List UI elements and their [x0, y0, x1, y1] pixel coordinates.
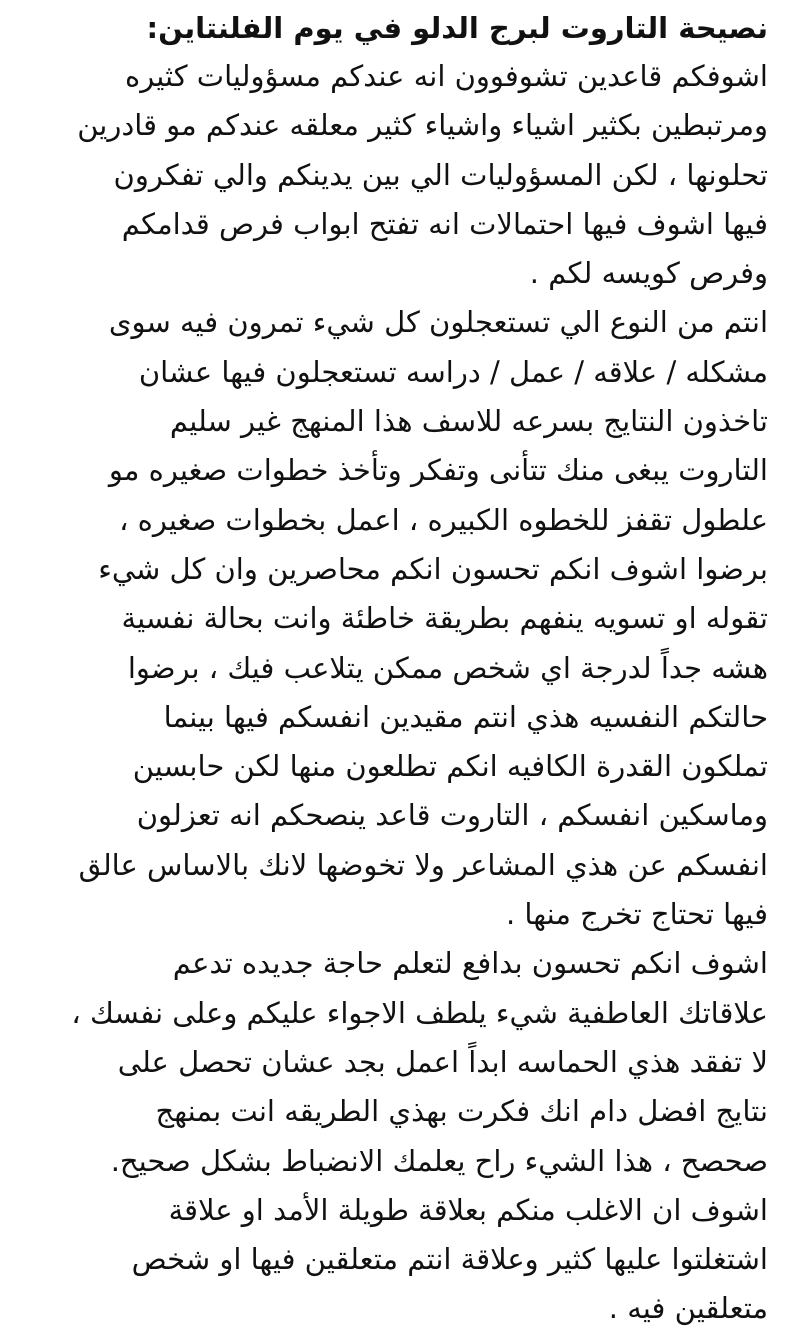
text-line: فيها تحتاج تخرج منها .: [505, 897, 768, 932]
text-line: تحلونها ، لكن المسؤوليات الي بين يدينكم والي تفكرون: [113, 157, 768, 192]
document-body: [24, 52, 768, 1334]
text-line: مشكله / علاقه / عمل / دراسه تستعجلون فيها عشان: [138, 354, 768, 389]
text-line: اشوفكم قاعدين تشوفوون انه عندكم مسؤوليات كثيره: [125, 59, 768, 93]
text-line: لا تفقد هذي الحماسه ابداً اعمل بجد عشان تحصل على: [117, 1044, 768, 1079]
text-line: ومرتبطين بكثير اشياء واشياء كثير معلقه عندكم مو قادرين: [77, 108, 768, 143]
text-line: نتايج افضل دام انك فكرت بهذي الطريقه انت بمنهج: [155, 1094, 768, 1129]
text-line: فيها اشوف فيها احتمالات انه تفتح ابواب فرص قدامكم: [121, 206, 768, 241]
text-line: متعلقين فيه .: [608, 1291, 768, 1326]
text-line: اشتغلتوا عليها كثير وعلاقة انتم متعلقين فيها او شخص: [131, 1242, 768, 1277]
text-line: وماسكين انفسكم ، التاروت قاعد ينصحكم انه تعزلون: [136, 798, 768, 833]
document-title: نصيحة التاروت لبرج الدلو في يوم الفلنتاين:: [146, 11, 768, 45]
text-line: انفسكم عن هذي المشاعر ولا تخوضها لانك بالاساس عالق: [78, 847, 768, 882]
text-line: انتم من النوع الي تستعجلون كل شيء تمرون فيه سوى: [108, 305, 768, 340]
text-line: تاخذون النتايج بسرعه للاسف هذا المنهج غير سليم: [169, 404, 768, 439]
text-line: اشوف انكم تحسون بدافع لتعلم حاجة جديده تدعم: [172, 946, 768, 981]
text-line: تملكون القدرة الكافيه انكم تطلعون منها لكن حابسين: [132, 749, 768, 784]
text-line: تقوله او تسويه ينفهم بطريقة خاطئة وانت بحالة نفسية: [121, 601, 768, 636]
text-line: علطول تقفز للخطوه الكبيره ، اعمل بخطوات صغيره ،: [119, 502, 768, 537]
text-line: برضوا اشوف انكم تحسون انكم محاصرين وان كل شيء: [98, 551, 768, 586]
text-line: اشوف ان الاغلب منكم بعلاقة طويلة الأمد او علاقة: [168, 1192, 768, 1227]
text-line: حالتكم النفسيه هذي انتم مقيدين انفسكم فيها بينما: [163, 699, 768, 734]
text-line: التاروت يبغى منك تتأنى وتفكر وتأخذ خطوات صغيره مو: [108, 453, 768, 488]
text-line: صحصح ، هذا الشيء راح يعلمك الانضباط بشكل صحيح.: [110, 1143, 768, 1178]
text-line: علاقاتك العاطفية شيء يلطف الاجواء عليكم وعلى نفسك ،: [71, 995, 768, 1030]
text-line: هشه جداً لدرجة اي شخص ممكن يتلاعب فيك ، برضوا: [127, 650, 768, 685]
text-line: وفرص كويسه لكم .: [529, 256, 768, 291]
